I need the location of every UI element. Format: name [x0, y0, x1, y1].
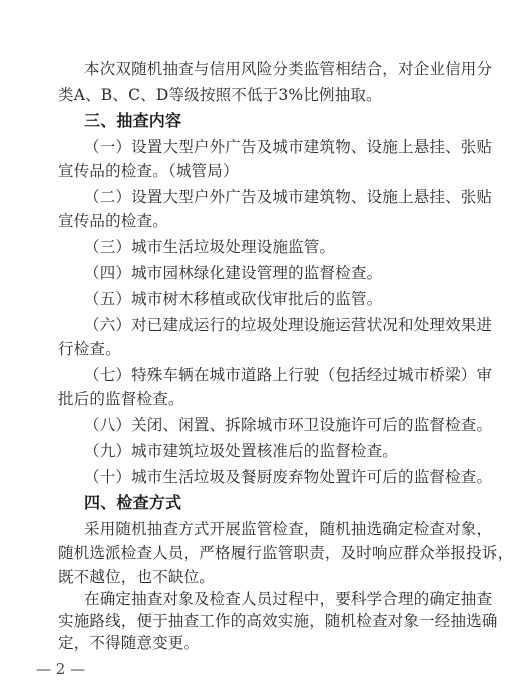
- item-1-line-1: （一）设置大型户外广告及城市建筑物、设施上悬挂、张贴: [84, 138, 493, 156]
- item-6-line-2: 行检查。: [58, 340, 121, 358]
- method-line-4: 在确定抽查对象及检查人员过程中，要科学合理的确定抽查: [84, 590, 493, 608]
- item-5: （五）城市树木移植或砍伐审批后的监管。: [84, 290, 383, 308]
- item-9: （九）城市建筑垃圾处置核准后的监督检查。: [84, 442, 399, 460]
- method-line-3: 既不越位，也不缺位。: [58, 568, 216, 586]
- item-6-line-1: （六）对已建成运行的垃圾处理设施运营状况和处理效果进: [84, 316, 493, 334]
- section-3-heading: 三、抽查内容: [84, 111, 182, 130]
- item-7-line-1: （七）特殊车辆在城市道路上行驶（包括经过城市桥梁）审: [84, 366, 493, 384]
- method-line-6: 定，不得随意变更。: [58, 634, 200, 652]
- item-3: （三）城市生活垃圾处理设施监管。: [84, 238, 336, 256]
- intro-line-1: 本次双随机抽查与信用风险分类监管相结合，对企业信用分: [84, 60, 493, 78]
- method-line-5: 实施路线，便于抽查工作的高效实施，随机检查对象一经抽选确: [58, 612, 498, 630]
- item-2-line-1: （二）设置大型户外广告及城市建筑物、设施上悬挂、张贴: [84, 188, 493, 206]
- section-4-heading: 四、检查方式: [84, 493, 182, 512]
- page-number: — 2 —: [36, 660, 86, 678]
- method-line-1: 采用随机抽查方式开展监管检查，随机抽选确定检查对象，: [84, 520, 493, 538]
- item-10: （十）城市生活垃圾及餐厨废弃物处置许可后的监督检查。: [84, 468, 493, 486]
- item-7-line-2: 批后的监督检查。: [58, 390, 184, 408]
- item-1-line-2: 宣传品的检查。（城管局）: [58, 162, 239, 180]
- method-line-2: 随机选派检查人员，严格履行监管职责，及时响应群众举报投诉，: [58, 544, 514, 562]
- intro-line-2: 类A、B、C、D等级按照不低于3%比例抽取。: [58, 86, 382, 104]
- item-2-line-2: 宣传品的检查。: [58, 212, 168, 230]
- item-4: （四）城市园林绿化建设管理的监督检查。: [84, 264, 383, 282]
- item-8: （八）关闭、闲置、拆除城市环卫设施许可后的监督检查。: [84, 416, 493, 434]
